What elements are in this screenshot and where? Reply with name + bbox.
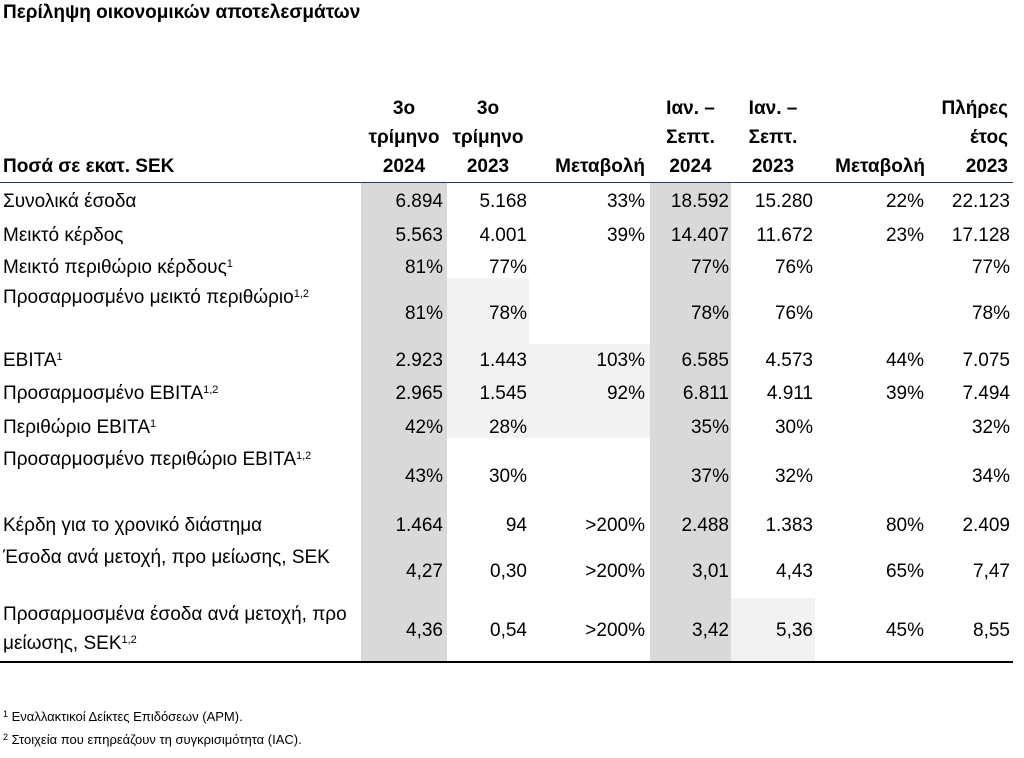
cell-q3-2023: 0,54 — [490, 620, 527, 641]
row-label — [3, 511, 353, 540]
row-label-text: Μεικτό κέρδος — [3, 224, 124, 246]
cell-q3-2024: 81% — [404, 257, 443, 278]
row-label-text: Προσαρμοσμένο μεικτό περιθώριο — [3, 287, 294, 308]
cell-ytd-2023: 15.280 — [754, 190, 813, 212]
header-ytd-2024 — [650, 94, 731, 181]
header-q3-2023-line3: 2023 — [466, 156, 510, 177]
row-label-footnote-mark: 1 — [150, 418, 157, 430]
cell-fy-2023: 8,55 — [973, 620, 1010, 641]
row-label — [3, 253, 353, 282]
header-ytd-2024-line1: Ιαν. – — [666, 98, 715, 119]
header-q3-2023-line1: 3ο — [476, 98, 500, 119]
cell-q3-2024: 4,27 — [406, 561, 443, 582]
row-label-text: Περιθώριο EBITA — [3, 417, 150, 438]
header-change-q: Μεταβολή — [555, 156, 645, 177]
cell-ytd-2023: 5,36 — [776, 620, 813, 641]
cell-ytd-2023: 4.573 — [765, 349, 813, 371]
cell-change-ytd: 65% — [885, 561, 924, 582]
cell-ytd-2023: 11.672 — [756, 224, 813, 246]
cell-fy-2023: 2.409 — [962, 514, 1010, 536]
row-label-footnote-mark: 1 — [56, 350, 63, 363]
row-label — [3, 346, 353, 375]
cell-q3-2023: 4.001 — [479, 224, 527, 246]
cell-ytd-2024: 3,42 — [692, 620, 729, 641]
header-ytd-2023-line3: 2023 — [751, 156, 795, 177]
cell-fy-2023: 7.494 — [962, 383, 1010, 404]
cell-q3-2023: 0,30 — [490, 561, 527, 582]
cell-ytd-2023: 4.911 — [766, 383, 813, 404]
footnote-1-text: Εναλλακτικοί Δείκτες Επιδόσεων (APM). — [8, 709, 243, 724]
row-label-footnote-mark: 1,2 — [121, 634, 137, 646]
cell-q3-2024: 6.894 — [395, 190, 443, 212]
row-label-text: EBITA — [3, 349, 57, 371]
row-label — [3, 187, 353, 216]
cell-change-q: >200% — [585, 620, 645, 641]
header-change-ytd: Μεταβολή — [835, 156, 925, 177]
cell-q3-2024: 4,36 — [406, 620, 443, 641]
cell-q3-2023: 77% — [488, 257, 527, 278]
cell-ytd-2023: 76% — [774, 257, 813, 278]
cell-change-q: 39% — [606, 224, 645, 246]
cell-q3-2024: 2.965 — [395, 383, 443, 404]
row-label-text: Προσαρμοσμένα έσοδα ανά μετοχή, προ μείωσης, SEK — [3, 604, 347, 654]
table-bottom-rule — [0, 661, 1013, 663]
cell-ytd-2024: 2.488 — [681, 514, 729, 536]
cell-fy-2023: 7,47 — [973, 561, 1010, 582]
row-label-text: Προσαρμοσμένο EBITA — [3, 383, 204, 404]
cell-q3-2023: 28% — [488, 417, 527, 438]
cell-change-ytd: 45% — [885, 620, 924, 641]
cell-fy-2023: 77% — [971, 257, 1010, 278]
footnote-1 — [3, 709, 243, 724]
header-q3-2023 — [447, 94, 529, 181]
row-label-text: Έσοδα ανά μετοχή, προ μείωσης, SEK — [3, 547, 330, 568]
cell-ytd-2023: 4,43 — [776, 561, 813, 582]
cell-change-q: >200% — [585, 514, 645, 536]
row-label — [3, 413, 353, 442]
cell-ytd-2024: 78% — [690, 302, 729, 324]
row-label — [3, 543, 353, 572]
footnote-2 — [3, 732, 302, 747]
row-label — [3, 283, 353, 312]
row-label-footnote-mark: 1,2 — [296, 450, 312, 462]
header-q3-2023-line2: τρίμηνο — [452, 127, 524, 148]
cell-q3-2024: 1.464 — [395, 514, 443, 536]
header-label: Ποσά σε εκατ. SEK — [3, 156, 175, 177]
row-label — [3, 221, 353, 250]
row-label-footnote-mark: 1 — [226, 258, 233, 270]
cell-q3-2024: 81% — [404, 302, 443, 324]
cell-ytd-2023: 76% — [774, 302, 813, 324]
cell-change-q: 103% — [596, 349, 645, 371]
cell-change-q: >200% — [585, 561, 645, 582]
cell-fy-2023: 32% — [971, 417, 1010, 438]
cell-ytd-2024: 77% — [690, 257, 729, 278]
header-ytd-2024-line3: 2024 — [669, 156, 712, 177]
cell-ytd-2024: 6.811 — [682, 383, 729, 404]
cell-change-ytd: 23% — [885, 224, 924, 246]
row-label — [3, 445, 353, 474]
cell-fy-2023: 22.123 — [951, 190, 1010, 212]
header-ytd-2023-line2: Σεπτ. — [748, 127, 798, 148]
cell-q3-2024: 2.923 — [395, 349, 443, 371]
cell-fy-2023: 7.075 — [962, 349, 1010, 371]
row-label-footnote-mark: 1,2 — [293, 288, 310, 300]
header-ytd-2023 — [731, 94, 815, 181]
cell-ytd-2024: 14.407 — [670, 224, 729, 246]
header-fy-2023-line1: Πλήρες — [941, 98, 1008, 119]
header-q3-2024 — [361, 94, 447, 181]
cell-change-q: 33% — [606, 190, 645, 212]
cell-fy-2023: 34% — [971, 465, 1010, 487]
cell-q3-2023: 1.443 — [479, 349, 527, 371]
footnote-2-text: Στοιχεία που επηρεάζουν τη συγκρισιμότητα (IAC). — [8, 732, 302, 747]
cell-change-ytd: 39% — [885, 383, 924, 404]
cell-ytd-2023: 32% — [774, 465, 813, 487]
cell-q3-2023: 94 — [505, 514, 527, 536]
header-divider — [0, 182, 1013, 183]
cell-change-ytd: 80% — [885, 514, 924, 536]
cell-ytd-2024: 6.585 — [681, 349, 729, 371]
header-q3-2024-line3: 2024 — [382, 156, 426, 177]
cell-change-q: 92% — [606, 383, 645, 404]
cell-ytd-2023: 1.383 — [765, 514, 813, 536]
cell-ytd-2024: 37% — [690, 465, 729, 487]
cell-fy-2023: 17.128 — [951, 224, 1010, 246]
footnote-2-mark: 2 — [3, 732, 9, 742]
row-label-text: Μεικτό περιθώριο κέρδους — [3, 257, 227, 278]
header-q3-2024-line2: τρίμηνο — [368, 127, 440, 148]
cell-ytd-2024: 3,01 — [692, 561, 729, 582]
cell-q3-2024: 42% — [404, 417, 443, 438]
cell-fy-2023: 78% — [971, 302, 1010, 324]
cell-ytd-2024: 35% — [690, 417, 729, 438]
row-label-text: Προσαρμοσμένο περιθώριο EBITA — [3, 449, 296, 470]
header-fy-2023-line3: 2023 — [965, 156, 1008, 177]
cell-q3-2023: 30% — [488, 465, 527, 487]
row-label — [3, 600, 353, 658]
row-label — [3, 379, 353, 408]
header-fy-2023 — [925, 94, 1008, 181]
cell-q3-2023: 78% — [488, 302, 527, 324]
cell-q3-2024: 5.563 — [395, 224, 443, 246]
cell-ytd-2023: 30% — [774, 417, 813, 438]
cell-ytd-2024: 18.592 — [670, 190, 729, 212]
cell-q3-2024: 43% — [404, 465, 443, 487]
cell-change-ytd: 22% — [885, 190, 924, 212]
row-label-text: Συνολικά έσοδα — [3, 190, 137, 212]
footnote-1-mark: 1 — [3, 709, 9, 719]
cell-q3-2023: 5.168 — [479, 190, 527, 212]
page-title: Περίληψη οικονομικών αποτελεσμάτων — [3, 2, 361, 23]
row-label-footnote-mark: 1,2 — [203, 384, 219, 396]
header-ytd-2023-line1: Ιαν. – — [748, 98, 798, 119]
cell-q3-2023: 1.545 — [479, 383, 527, 404]
header-ytd-2024-line2: Σεπτ. — [666, 127, 715, 148]
header-fy-2023-line2: έτος — [969, 127, 1008, 148]
row-label-text: Κέρδη για το χρονικό διάστημα — [3, 514, 263, 536]
cell-change-ytd: 44% — [885, 349, 924, 371]
header-q3-2024-line1: 3ο — [392, 98, 416, 119]
